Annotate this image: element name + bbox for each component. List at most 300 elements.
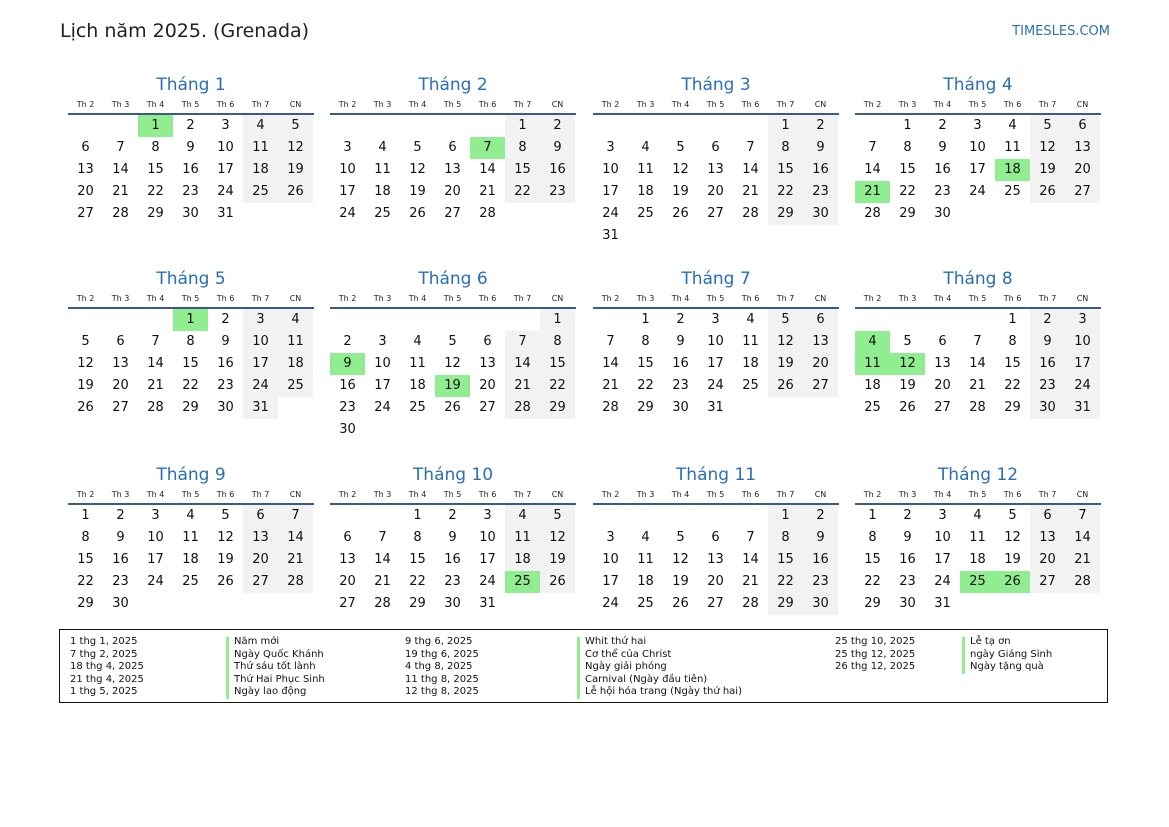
day-cell[interactable]: 11 xyxy=(855,353,890,375)
day-cell[interactable]: 14 xyxy=(742,162,759,177)
day-cell[interactable]: 14 xyxy=(602,356,619,371)
day-cell[interactable]: 20 xyxy=(243,549,278,571)
day-cell[interactable]: 1 xyxy=(505,115,540,137)
day-cell[interactable]: 3 xyxy=(243,309,278,331)
day-cell[interactable]: 22 xyxy=(1004,378,1021,393)
day-cell[interactable]: 19 xyxy=(1030,159,1065,181)
day-cell[interactable]: 14 xyxy=(112,162,129,177)
day-cell[interactable]: 31 xyxy=(1065,397,1100,419)
day-cell[interactable]: 15 xyxy=(864,552,881,567)
day-cell[interactable]: 23 xyxy=(803,181,838,203)
day-cell[interactable]: 4 xyxy=(186,508,195,523)
day-cell[interactable]: 6 xyxy=(1065,115,1100,137)
day-cell[interactable]: 29 xyxy=(182,400,199,415)
day-cell[interactable]: 18 xyxy=(995,159,1030,181)
day-cell[interactable]: 28 xyxy=(147,400,164,415)
day-cell[interactable]: 3 xyxy=(221,118,230,133)
day-cell[interactable]: 5 xyxy=(448,334,457,349)
day-cell[interactable]: 27 xyxy=(77,206,94,221)
day-cell[interactable]: 18 xyxy=(505,549,540,571)
day-cell[interactable]: 12 xyxy=(540,527,575,549)
day-cell[interactable]: 12 xyxy=(77,356,94,371)
day-cell[interactable]: 16 xyxy=(934,162,951,177)
day-cell[interactable]: 26 xyxy=(278,181,313,203)
day-cell[interactable]: 9 xyxy=(803,137,838,159)
day-cell[interactable]: 25 xyxy=(864,400,881,415)
day-cell[interactable]: 21 xyxy=(374,574,391,589)
day-cell[interactable]: 10 xyxy=(339,162,356,177)
day-cell[interactable]: 12 xyxy=(444,356,461,371)
day-cell[interactable]: 15 xyxy=(540,353,575,375)
day-cell[interactable]: 29 xyxy=(864,596,881,611)
day-cell[interactable]: 4 xyxy=(641,140,650,155)
day-cell[interactable]: 7 xyxy=(378,530,387,545)
day-cell[interactable]: 1 xyxy=(81,508,90,523)
day-cell[interactable]: 30 xyxy=(934,206,951,221)
day-cell[interactable]: 8 xyxy=(768,527,803,549)
day-cell[interactable]: 12 xyxy=(278,137,313,159)
day-cell[interactable]: 31 xyxy=(602,228,619,243)
day-cell[interactable]: 14 xyxy=(147,356,164,371)
day-cell[interactable]: 17 xyxy=(479,552,496,567)
day-cell[interactable]: 2 xyxy=(803,115,838,137)
day-cell[interactable]: 31 xyxy=(217,206,234,221)
day-cell[interactable]: 13 xyxy=(707,162,724,177)
day-cell[interactable]: 25 xyxy=(278,375,313,397)
day-cell[interactable]: 9 xyxy=(540,137,575,159)
day-cell[interactable]: 16 xyxy=(540,159,575,181)
day-cell[interactable]: 13 xyxy=(77,162,94,177)
day-cell[interactable]: 5 xyxy=(676,530,685,545)
day-cell[interactable]: 21 xyxy=(969,378,986,393)
day-cell[interactable]: 21 xyxy=(479,184,496,199)
day-cell[interactable]: 8 xyxy=(186,334,195,349)
day-cell[interactable]: 18 xyxy=(742,356,759,371)
day-cell[interactable]: 3 xyxy=(973,118,982,133)
day-cell[interactable]: 13 xyxy=(444,162,461,177)
day-cell[interactable]: 2 xyxy=(116,508,125,523)
day-cell[interactable]: 31 xyxy=(707,400,724,415)
day-cell[interactable]: 27 xyxy=(707,596,724,611)
day-cell[interactable]: 15 xyxy=(899,162,916,177)
day-cell[interactable]: 28 xyxy=(112,206,129,221)
day-cell[interactable]: 20 xyxy=(707,184,724,199)
day-cell[interactable]: 18 xyxy=(969,552,986,567)
day-cell[interactable]: 30 xyxy=(672,400,689,415)
day-cell[interactable]: 26 xyxy=(1030,181,1065,203)
day-cell[interactable]: 1 xyxy=(768,505,803,527)
day-cell[interactable]: 20 xyxy=(1030,549,1065,571)
day-cell[interactable]: 28 xyxy=(864,206,881,221)
day-cell[interactable]: 31 xyxy=(934,596,951,611)
day-cell[interactable]: 22 xyxy=(768,181,803,203)
day-cell[interactable]: 11 xyxy=(637,552,654,567)
day-cell[interactable]: 25 xyxy=(243,181,278,203)
day-cell[interactable]: 7 xyxy=(973,334,982,349)
day-cell[interactable]: 19 xyxy=(672,184,689,199)
day-cell[interactable]: 11 xyxy=(278,331,313,353)
day-cell[interactable]: 25 xyxy=(505,571,540,593)
day-cell[interactable]: 28 xyxy=(742,596,759,611)
day-cell[interactable]: 6 xyxy=(243,505,278,527)
day-cell[interactable]: 5 xyxy=(676,140,685,155)
day-cell[interactable]: 15 xyxy=(637,356,654,371)
day-cell[interactable]: 9 xyxy=(186,140,195,155)
day-cell[interactable]: 20 xyxy=(339,574,356,589)
day-cell[interactable]: 8 xyxy=(540,331,575,353)
day-cell[interactable]: 1 xyxy=(1008,312,1017,327)
day-cell[interactable]: 5 xyxy=(768,309,803,331)
day-cell[interactable]: 13 xyxy=(1065,137,1100,159)
day-cell[interactable]: 15 xyxy=(77,552,94,567)
day-cell[interactable]: 18 xyxy=(864,378,881,393)
day-cell[interactable]: 13 xyxy=(243,527,278,549)
day-cell[interactable]: 1 xyxy=(138,115,173,137)
day-cell[interactable]: 23 xyxy=(899,574,916,589)
day-cell[interactable]: 27 xyxy=(934,400,951,415)
day-cell[interactable]: 6 xyxy=(938,334,947,349)
day-cell[interactable]: 28 xyxy=(278,571,313,593)
day-cell[interactable]: 11 xyxy=(969,530,986,545)
day-cell[interactable]: 13 xyxy=(339,552,356,567)
day-cell[interactable]: 5 xyxy=(278,115,313,137)
day-cell[interactable]: 30 xyxy=(1030,397,1065,419)
day-cell[interactable]: 15 xyxy=(505,159,540,181)
day-cell[interactable]: 28 xyxy=(602,400,619,415)
day-cell[interactable]: 23 xyxy=(339,400,356,415)
day-cell[interactable]: 27 xyxy=(479,400,496,415)
day-cell[interactable]: 26 xyxy=(672,596,689,611)
day-cell[interactable]: 2 xyxy=(540,115,575,137)
day-cell[interactable]: 31 xyxy=(479,596,496,611)
day-cell[interactable]: 3 xyxy=(606,140,615,155)
day-cell[interactable]: 1 xyxy=(903,118,912,133)
day-cell[interactable]: 15 xyxy=(768,549,803,571)
day-cell[interactable]: 12 xyxy=(409,162,426,177)
day-cell[interactable]: 21 xyxy=(742,574,759,589)
day-cell[interactable]: 13 xyxy=(803,331,838,353)
day-cell[interactable]: 15 xyxy=(768,159,803,181)
day-cell[interactable]: 25 xyxy=(960,571,995,593)
day-cell[interactable]: 4 xyxy=(746,312,755,327)
day-cell[interactable]: 22 xyxy=(899,184,916,199)
day-cell[interactable]: 15 xyxy=(1004,356,1021,371)
day-cell[interactable]: 14 xyxy=(505,353,540,375)
day-cell[interactable]: 1 xyxy=(173,309,208,331)
day-cell[interactable]: 4 xyxy=(278,309,313,331)
day-cell[interactable]: 3 xyxy=(151,508,160,523)
day-cell[interactable]: 17 xyxy=(217,162,234,177)
day-cell[interactable]: 18 xyxy=(243,159,278,181)
day-cell[interactable]: 27 xyxy=(112,400,129,415)
day-cell[interactable]: 26 xyxy=(77,400,94,415)
day-cell[interactable]: 2 xyxy=(803,505,838,527)
day-cell[interactable]: 2 xyxy=(938,118,947,133)
day-cell[interactable]: 21 xyxy=(1065,549,1100,571)
day-cell[interactable]: 8 xyxy=(1008,334,1017,349)
day-cell[interactable]: 11 xyxy=(505,527,540,549)
day-cell[interactable]: 16 xyxy=(672,356,689,371)
day-cell[interactable]: 18 xyxy=(182,552,199,567)
day-cell[interactable]: 25 xyxy=(637,206,654,221)
day-cell[interactable]: 7 xyxy=(116,140,125,155)
day-cell[interactable]: 6 xyxy=(803,309,838,331)
day-cell[interactable]: 13 xyxy=(934,356,951,371)
day-cell[interactable]: 15 xyxy=(147,162,164,177)
day-cell[interactable]: 4 xyxy=(413,334,422,349)
day-cell[interactable]: 23 xyxy=(672,378,689,393)
day-cell[interactable]: 28 xyxy=(374,596,391,611)
day-cell[interactable]: 9 xyxy=(116,530,125,545)
day-cell[interactable]: 7 xyxy=(746,530,755,545)
day-cell[interactable]: 28 xyxy=(1065,571,1100,593)
day-cell[interactable]: 21 xyxy=(147,378,164,393)
day-cell[interactable]: 20 xyxy=(803,353,838,375)
day-cell[interactable]: 7 xyxy=(151,334,160,349)
day-cell[interactable]: 24 xyxy=(707,378,724,393)
day-cell[interactable]: 11 xyxy=(374,162,391,177)
day-cell[interactable]: 13 xyxy=(707,552,724,567)
site-link[interactable]: TIMESLES.COM xyxy=(1012,24,1110,39)
day-cell[interactable]: 8 xyxy=(641,334,650,349)
day-cell[interactable]: 6 xyxy=(343,530,352,545)
day-cell[interactable]: 27 xyxy=(803,375,838,397)
day-cell[interactable]: 24 xyxy=(602,206,619,221)
day-cell[interactable]: 26 xyxy=(444,400,461,415)
day-cell[interactable]: 11 xyxy=(742,334,759,349)
day-cell[interactable]: 19 xyxy=(278,159,313,181)
day-cell[interactable]: 24 xyxy=(147,574,164,589)
day-cell[interactable]: 4 xyxy=(505,505,540,527)
day-cell[interactable]: 16 xyxy=(899,552,916,567)
day-cell[interactable]: 24 xyxy=(479,574,496,589)
day-cell[interactable]: 5 xyxy=(1030,115,1065,137)
day-cell[interactable]: 9 xyxy=(903,530,912,545)
day-cell[interactable]: 30 xyxy=(217,400,234,415)
day-cell[interactable]: 16 xyxy=(803,159,838,181)
day-cell[interactable]: 23 xyxy=(540,181,575,203)
day-cell[interactable]: 13 xyxy=(112,356,129,371)
day-cell[interactable]: 26 xyxy=(768,375,803,397)
day-cell[interactable]: 12 xyxy=(217,530,234,545)
day-cell[interactable]: 25 xyxy=(374,206,391,221)
day-cell[interactable]: 27 xyxy=(339,596,356,611)
day-cell[interactable]: 21 xyxy=(505,375,540,397)
day-cell[interactable]: 29 xyxy=(540,397,575,419)
day-cell[interactable]: 22 xyxy=(637,378,654,393)
day-cell[interactable]: 23 xyxy=(1030,375,1065,397)
day-cell[interactable]: 15 xyxy=(182,356,199,371)
day-cell[interactable]: 18 xyxy=(637,184,654,199)
day-cell[interactable]: 6 xyxy=(711,530,720,545)
day-cell[interactable]: 5 xyxy=(1008,508,1017,523)
day-cell[interactable]: 30 xyxy=(444,596,461,611)
day-cell[interactable]: 3 xyxy=(483,508,492,523)
day-cell[interactable]: 5 xyxy=(81,334,90,349)
day-cell[interactable]: 11 xyxy=(409,356,426,371)
day-cell[interactable]: 24 xyxy=(969,184,986,199)
day-cell[interactable]: 20 xyxy=(112,378,129,393)
day-cell[interactable]: 13 xyxy=(1030,527,1065,549)
day-cell[interactable]: 22 xyxy=(864,574,881,589)
day-cell[interactable]: 10 xyxy=(934,530,951,545)
day-cell[interactable]: 29 xyxy=(409,596,426,611)
day-cell[interactable]: 27 xyxy=(243,571,278,593)
day-cell[interactable]: 22 xyxy=(77,574,94,589)
day-cell[interactable]: 14 xyxy=(742,552,759,567)
day-cell[interactable]: 19 xyxy=(899,378,916,393)
day-cell[interactable]: 2 xyxy=(186,118,195,133)
day-cell[interactable]: 12 xyxy=(768,331,803,353)
day-cell[interactable]: 2 xyxy=(903,508,912,523)
day-cell[interactable]: 20 xyxy=(707,574,724,589)
day-cell[interactable]: 16 xyxy=(444,552,461,567)
day-cell[interactable]: 21 xyxy=(112,184,129,199)
day-cell[interactable]: 31 xyxy=(243,397,278,419)
day-cell[interactable]: 29 xyxy=(147,206,164,221)
day-cell[interactable]: 30 xyxy=(899,596,916,611)
day-cell[interactable]: 3 xyxy=(1065,309,1100,331)
day-cell[interactable]: 11 xyxy=(243,137,278,159)
day-cell[interactable]: 28 xyxy=(479,206,496,221)
day-cell[interactable]: 2 xyxy=(343,334,352,349)
day-cell[interactable]: 27 xyxy=(707,206,724,221)
day-cell[interactable]: 8 xyxy=(81,530,90,545)
day-cell[interactable]: 24 xyxy=(374,400,391,415)
day-cell[interactable]: 8 xyxy=(413,530,422,545)
day-cell[interactable]: 26 xyxy=(672,206,689,221)
day-cell[interactable]: 10 xyxy=(969,140,986,155)
day-cell[interactable]: 6 xyxy=(1030,505,1065,527)
day-cell[interactable]: 2 xyxy=(676,312,685,327)
day-cell[interactable]: 28 xyxy=(969,400,986,415)
day-cell[interactable]: 5 xyxy=(903,334,912,349)
day-cell[interactable]: 22 xyxy=(505,181,540,203)
day-cell[interactable]: 24 xyxy=(934,574,951,589)
day-cell[interactable]: 10 xyxy=(602,162,619,177)
day-cell[interactable]: 11 xyxy=(637,162,654,177)
day-cell[interactable]: 14 xyxy=(864,162,881,177)
day-cell[interactable]: 9 xyxy=(938,140,947,155)
day-cell[interactable]: 13 xyxy=(479,356,496,371)
day-cell[interactable]: 9 xyxy=(1030,331,1065,353)
day-cell[interactable]: 19 xyxy=(768,353,803,375)
day-cell[interactable]: 21 xyxy=(855,181,890,203)
day-cell[interactable]: 5 xyxy=(221,508,230,523)
day-cell[interactable]: 28 xyxy=(505,397,540,419)
day-cell[interactable]: 23 xyxy=(217,378,234,393)
day-cell[interactable]: 22 xyxy=(182,378,199,393)
day-cell[interactable]: 14 xyxy=(374,552,391,567)
day-cell[interactable]: 14 xyxy=(969,356,986,371)
day-cell[interactable]: 16 xyxy=(182,162,199,177)
day-cell[interactable]: 6 xyxy=(116,334,125,349)
day-cell[interactable]: 17 xyxy=(969,162,986,177)
day-cell[interactable]: 19 xyxy=(672,574,689,589)
day-cell[interactable]: 26 xyxy=(899,400,916,415)
day-cell[interactable]: 30 xyxy=(182,206,199,221)
day-cell[interactable]: 24 xyxy=(217,184,234,199)
day-cell[interactable]: 5 xyxy=(413,140,422,155)
day-cell[interactable]: 3 xyxy=(343,140,352,155)
day-cell[interactable]: 19 xyxy=(435,375,470,397)
day-cell[interactable]: 23 xyxy=(112,574,129,589)
day-cell[interactable]: 7 xyxy=(868,140,877,155)
day-cell[interactable]: 26 xyxy=(409,206,426,221)
day-cell[interactable]: 8 xyxy=(151,140,160,155)
day-cell[interactable]: 3 xyxy=(606,530,615,545)
day-cell[interactable]: 10 xyxy=(707,334,724,349)
day-cell[interactable]: 10 xyxy=(217,140,234,155)
day-cell[interactable]: 14 xyxy=(479,162,496,177)
day-cell[interactable]: 27 xyxy=(1065,181,1100,203)
day-cell[interactable]: 17 xyxy=(934,552,951,567)
day-cell[interactable]: 29 xyxy=(768,593,803,615)
day-cell[interactable]: 7 xyxy=(746,140,755,155)
day-cell[interactable]: 9 xyxy=(803,527,838,549)
day-cell[interactable]: 24 xyxy=(339,206,356,221)
day-cell[interactable]: 20 xyxy=(77,184,94,199)
day-cell[interactable]: 1 xyxy=(768,115,803,137)
day-cell[interactable]: 30 xyxy=(339,422,356,437)
day-cell[interactable]: 6 xyxy=(711,140,720,155)
day-cell[interactable]: 12 xyxy=(672,162,689,177)
day-cell[interactable]: 16 xyxy=(112,552,129,567)
day-cell[interactable]: 24 xyxy=(602,596,619,611)
day-cell[interactable]: 20 xyxy=(444,184,461,199)
day-cell[interactable]: 9 xyxy=(448,530,457,545)
day-cell[interactable]: 17 xyxy=(339,184,356,199)
day-cell[interactable]: 19 xyxy=(1004,552,1021,567)
day-cell[interactable]: 8 xyxy=(868,530,877,545)
day-cell[interactable]: 5 xyxy=(540,505,575,527)
day-cell[interactable]: 21 xyxy=(278,549,313,571)
day-cell[interactable]: 10 xyxy=(602,552,619,567)
day-cell[interactable]: 17 xyxy=(374,378,391,393)
day-cell[interactable]: 4 xyxy=(973,508,982,523)
day-cell[interactable]: 30 xyxy=(803,593,838,615)
day-cell[interactable]: 9 xyxy=(221,334,230,349)
day-cell[interactable]: 22 xyxy=(409,574,426,589)
day-cell[interactable]: 24 xyxy=(243,375,278,397)
day-cell[interactable]: 25 xyxy=(1004,184,1021,199)
day-cell[interactable]: 1 xyxy=(868,508,877,523)
day-cell[interactable]: 23 xyxy=(934,184,951,199)
day-cell[interactable]: 19 xyxy=(540,549,575,571)
day-cell[interactable]: 2 xyxy=(221,312,230,327)
day-cell[interactable]: 4 xyxy=(855,331,890,353)
day-cell[interactable]: 19 xyxy=(217,552,234,567)
day-cell[interactable]: 4 xyxy=(1008,118,1017,133)
day-cell[interactable]: 8 xyxy=(768,137,803,159)
day-cell[interactable]: 7 xyxy=(470,137,505,159)
day-cell[interactable]: 7 xyxy=(606,334,615,349)
day-cell[interactable]: 4 xyxy=(378,140,387,155)
day-cell[interactable]: 29 xyxy=(1004,400,1021,415)
day-cell[interactable]: 20 xyxy=(479,378,496,393)
day-cell[interactable]: 26 xyxy=(217,574,234,589)
day-cell[interactable]: 19 xyxy=(409,184,426,199)
day-cell[interactable]: 7 xyxy=(278,505,313,527)
day-cell[interactable]: 3 xyxy=(378,334,387,349)
day-cell[interactable]: 25 xyxy=(742,378,759,393)
day-cell[interactable]: 6 xyxy=(81,140,90,155)
day-cell[interactable]: 11 xyxy=(182,530,199,545)
day-cell[interactable]: 22 xyxy=(147,184,164,199)
day-cell[interactable]: 10 xyxy=(1065,331,1100,353)
day-cell[interactable]: 1 xyxy=(413,508,422,523)
day-cell[interactable]: 25 xyxy=(409,400,426,415)
